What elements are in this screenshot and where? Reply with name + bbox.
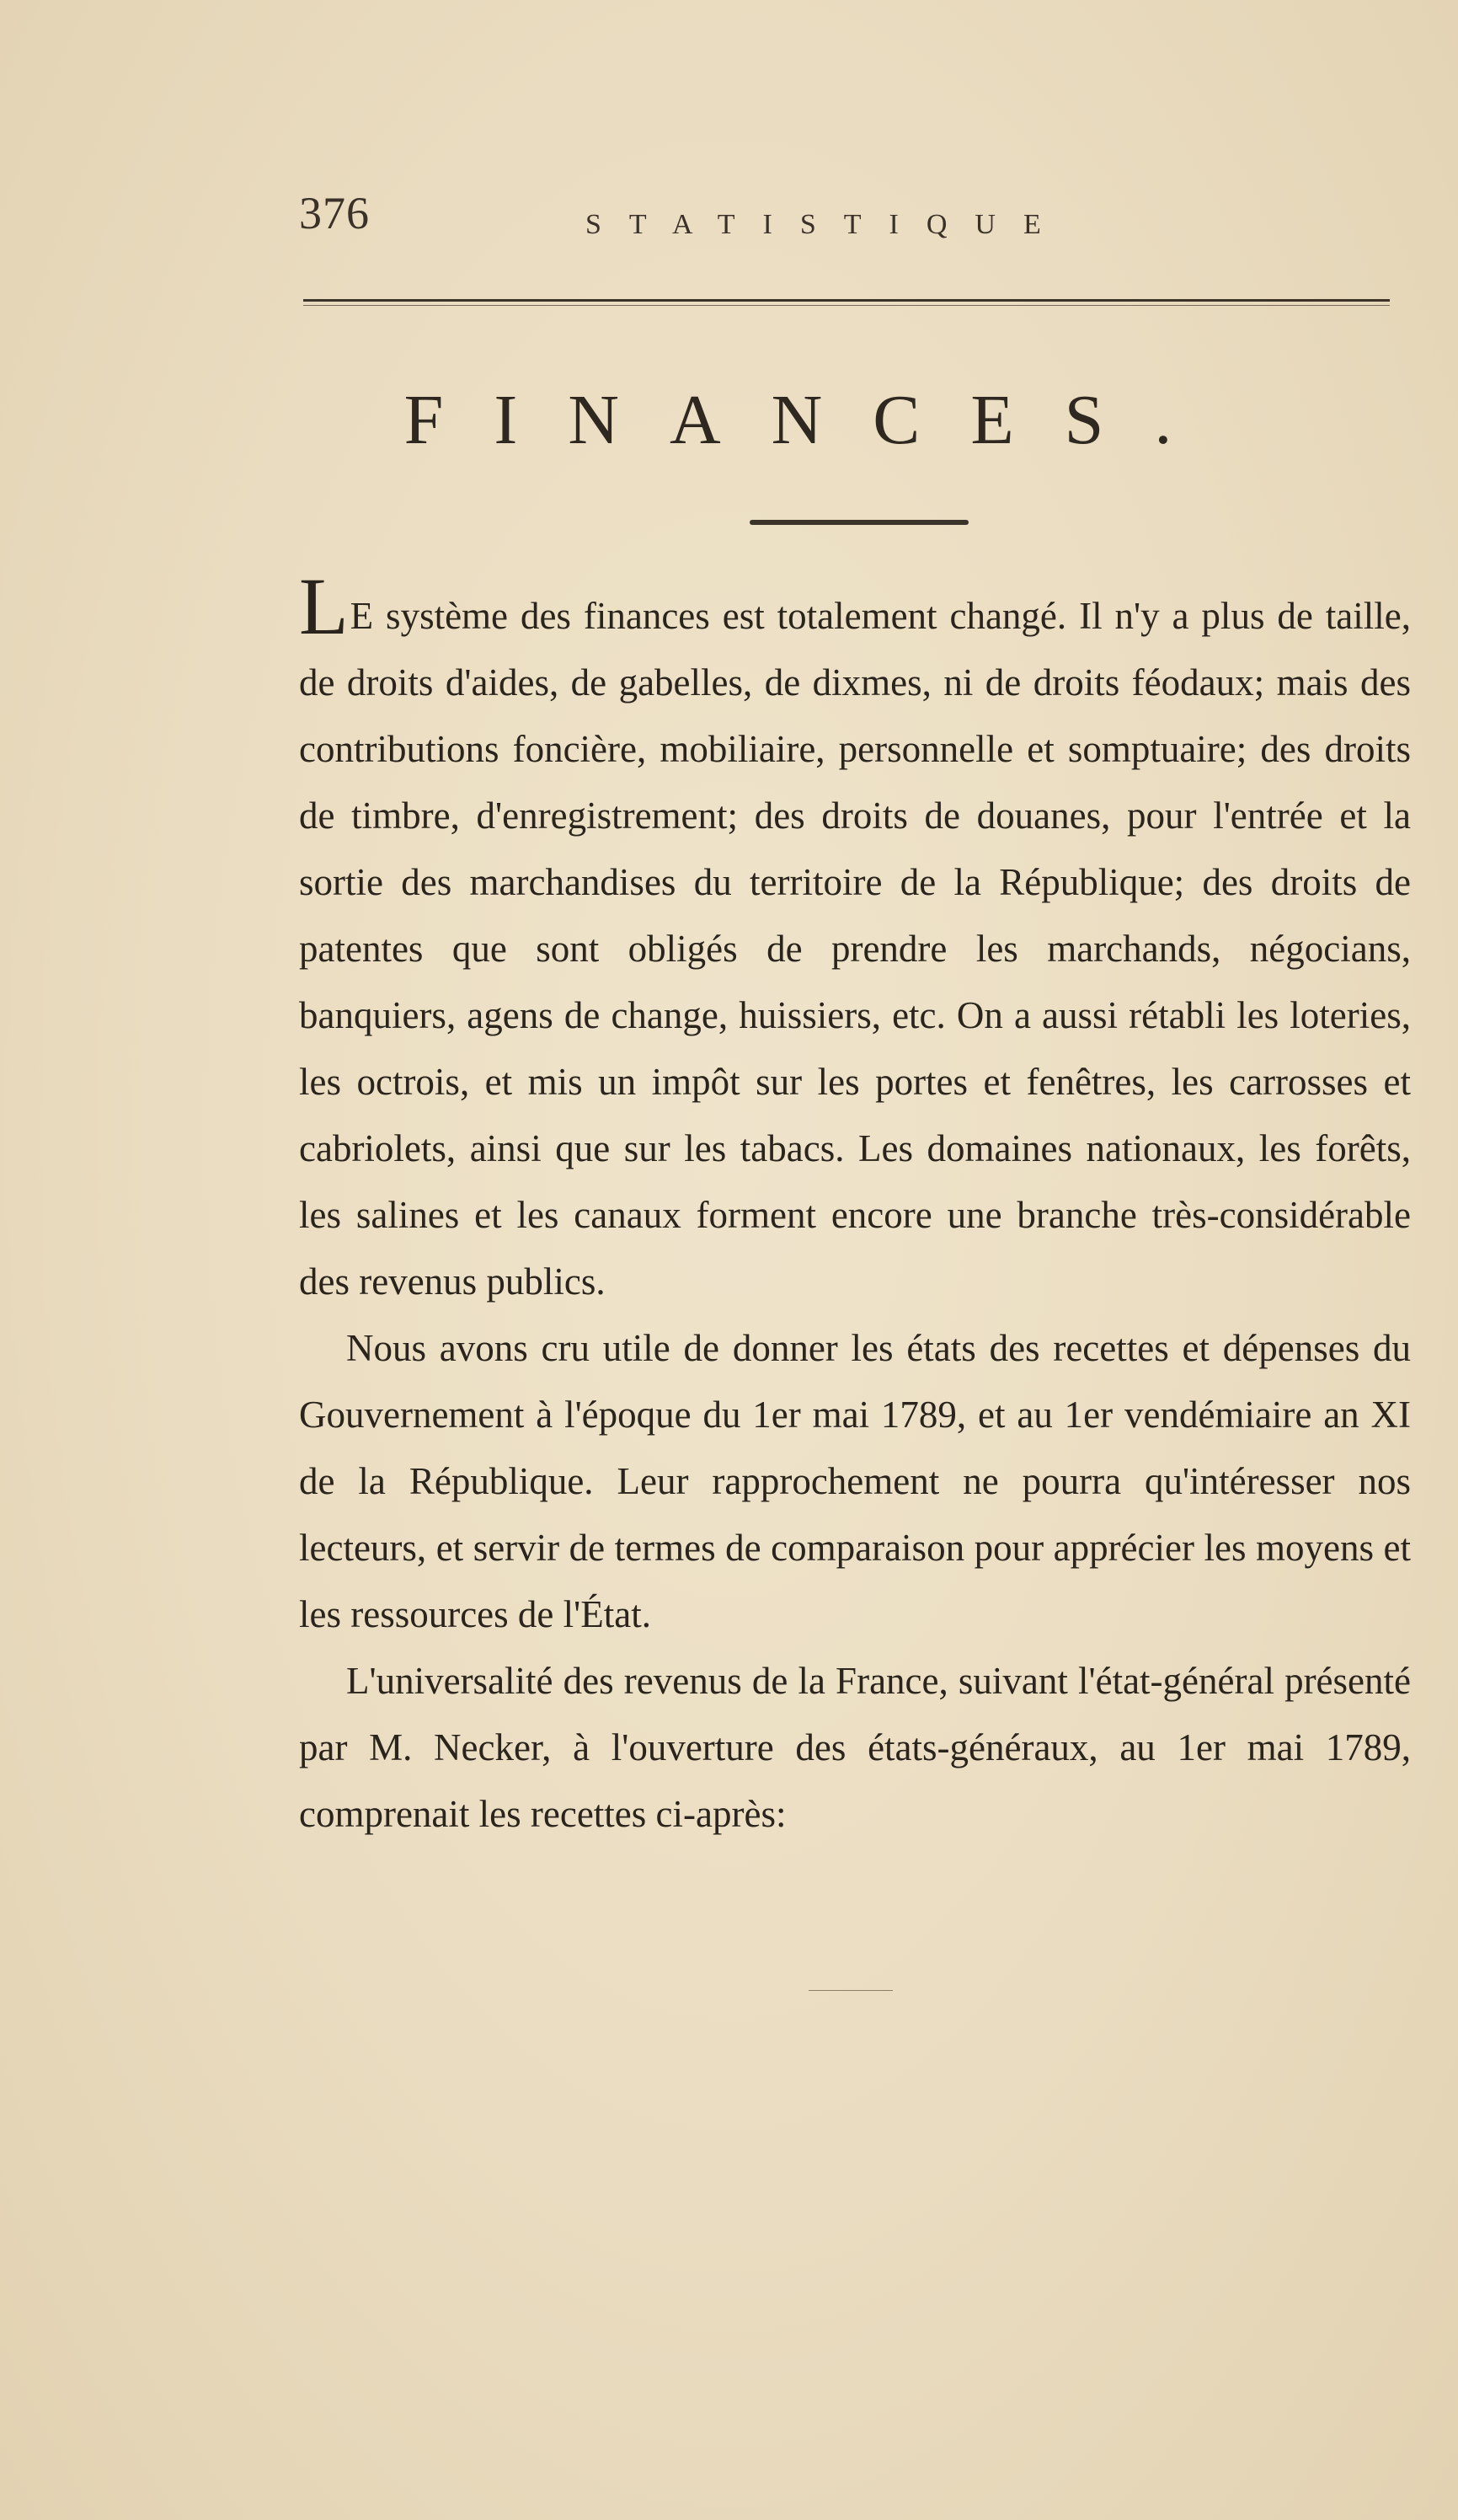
running-head: STATISTIQUE — [585, 209, 1069, 240]
title-ornament-rule — [750, 520, 969, 525]
page-number: 376 — [299, 188, 370, 238]
paragraph-2: Nous avons cru utile de donner les états des recettes et dépenses du Gouvernement à l'époque du 1er mai 1789, et au 1er vendémiaire an XI de la République. Leur rapprochement ne pourra qu'intéresser nos lecteurs, et servir de termes de comparaison pour apprécier les moyens et les ressources de l'État. — [299, 1327, 1411, 1635]
body-text — [299, 561, 1411, 1848]
paragraph-1 — [299, 561, 1411, 1315]
section-title: FINANCES. — [403, 381, 1223, 459]
footer-rule — [809, 1990, 893, 1991]
drop-cap: L — [299, 561, 349, 651]
paragraph-3: L'universalité des revenus de la France, suivant l'état-général présenté par M. Necker, à l'ouverture des états-généraux, au 1er mai 1789, comprenait les recettes ci-après: — [299, 1660, 1411, 1835]
header-rule — [303, 299, 1390, 302]
paragraph-1-text: E système des finances est totalement changé. Il n'y a plus de taille, de droits d'aides, de gabelles, de dixmes, ni de droits féodaux; mais des contributions foncière, mobiliaire, personnelle et somptuaire; des droits de timbre, d'enregistrement; des droits de douanes, pour l'entrée et la sortie des marchandises du territoire de la République; des droits de patentes que sont obligés de prendre les marchands, négocians, banquiers, agens de change, huissiers, etc. On a aussi rétabli les loteries, les octrois, et mis un impôt sur les portes et fenêtres, les carrosses et cabriolets, ainsi que sur les tabacs. Les domaines nationaux, les forêts, les salines et les canaux forment encore une branche très-considérable des revenus publics. — [299, 595, 1411, 1303]
